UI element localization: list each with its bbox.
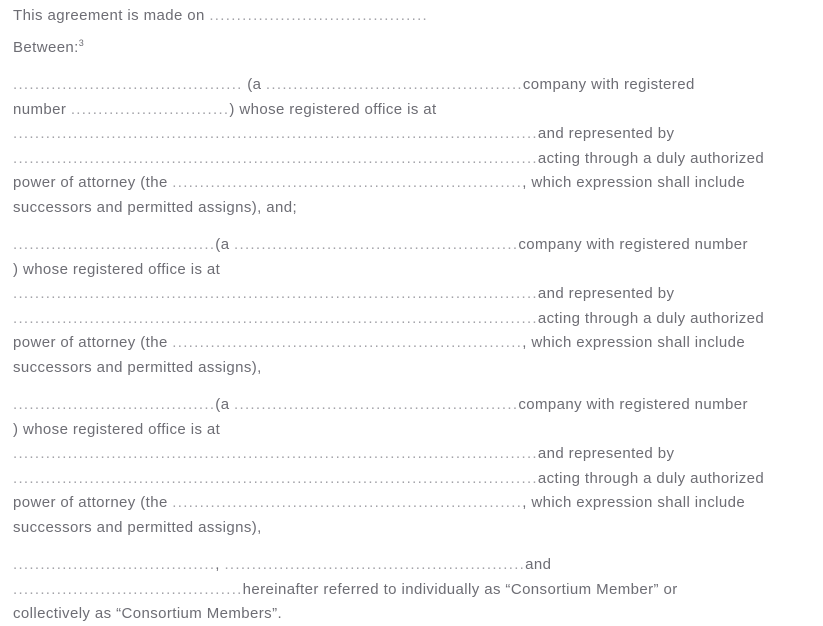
text-line — [13, 36, 807, 61]
text-segment: and represented by — [537, 445, 675, 462]
text-line — [13, 393, 807, 418]
text-segment: ) whose registered office is at — [13, 420, 221, 438]
text-segment: and represented by — [537, 125, 675, 142]
dotted-blank: .................................................... — [234, 396, 519, 413]
dotted-blank: ................................................................ — [172, 174, 523, 191]
text-line — [13, 122, 807, 147]
text-segment: and represented by — [537, 285, 675, 302]
text-line — [13, 491, 807, 516]
text-line — [13, 516, 807, 541]
dotted-blank: ................................................................ — [172, 494, 523, 511]
text-line — [13, 73, 807, 98]
text-segment: successors and permitted assigns), and; — [13, 198, 298, 216]
dotted-blank: .......................................... — [13, 580, 243, 598]
dotted-blank: .......................................... — [13, 76, 243, 93]
dotted-blank: ................................................................................................ — [13, 445, 538, 462]
text-segment: power of attorney (the — [13, 494, 173, 511]
dotted-blank: ....................................................... — [224, 556, 526, 573]
text-line — [13, 331, 807, 356]
text-line — [13, 147, 807, 172]
text-line — [13, 307, 807, 332]
text-segment: hereinafter referred to individually as “Consortium Member” or — [242, 580, 678, 598]
dotted-blank: ............................................... — [265, 76, 523, 93]
text-segment: and — [525, 556, 552, 573]
text-segment: , which expression shall include — [522, 174, 746, 191]
between-heading — [13, 36, 807, 61]
party-1 — [13, 73, 807, 220]
text-segment: This agreement is made on — [13, 7, 210, 24]
consortium-clause — [13, 553, 807, 626]
party-3 — [13, 393, 807, 540]
text-segment: , which expression shall include — [522, 494, 746, 511]
text-segment: Between: — [13, 38, 79, 56]
dotted-blank: ................................................................................................ — [13, 469, 538, 487]
text-segment: company with registered number — [518, 236, 748, 253]
text-line — [13, 233, 807, 258]
dotted-blank: ................................................................................................ — [13, 309, 538, 327]
text-line — [13, 418, 807, 443]
text-segment: acting through a duly authorized — [537, 469, 765, 487]
text-segment: successors and permitted assigns), — [13, 358, 262, 376]
text-segment: , which expression shall include — [522, 334, 746, 351]
text-segment: ) whose registered office is at — [229, 100, 437, 118]
footnote-ref: 3 — [78, 37, 85, 48]
dotted-blank: .................................................... — [234, 236, 519, 253]
dotted-blank: ................................................................................................ — [13, 125, 538, 142]
dotted-blank: ............................. — [70, 100, 230, 118]
text-line — [13, 602, 807, 626]
text-segment: acting through a duly authorized — [537, 309, 765, 327]
text-line — [13, 467, 807, 492]
text-segment: company with registered number — [518, 396, 748, 413]
text-segment: (a — [215, 396, 235, 413]
text-line — [13, 196, 807, 221]
text-segment: ) whose registered office is at — [13, 260, 221, 278]
text-line — [13, 282, 807, 307]
text-line — [13, 258, 807, 283]
text-line — [13, 98, 807, 123]
text-line — [13, 442, 807, 467]
dotted-blank: ..................................... — [13, 396, 216, 413]
party-2 — [13, 233, 807, 380]
dotted-blank: ................................................................................................ — [13, 285, 538, 302]
dotted-blank: ..................................... — [13, 556, 216, 573]
text-segment: acting through a duly authorized — [537, 149, 765, 167]
text-line — [13, 578, 807, 603]
dotted-blank: ........................................ — [209, 7, 429, 24]
text-segment: number — [13, 100, 71, 118]
text-segment: power of attorney (the — [13, 334, 173, 351]
text-segment: , — [215, 556, 225, 573]
text-line — [13, 171, 807, 196]
text-segment: power of attorney (the — [13, 174, 173, 191]
text-segment: company with registered — [522, 76, 695, 93]
text-segment: collectively as “Consortium Members”. — [13, 605, 283, 622]
dotted-blank: ..................................... — [13, 236, 216, 253]
dotted-blank: ................................................................ — [172, 334, 523, 351]
agreement-date-line — [13, 4, 807, 29]
dotted-blank: ................................................................................................ — [13, 149, 538, 167]
text-line — [13, 356, 807, 381]
text-segment: successors and permitted assigns), — [13, 518, 262, 536]
text-line — [13, 553, 807, 578]
text-segment: (a — [215, 236, 235, 253]
text-line — [13, 4, 807, 29]
text-segment: (a — [242, 76, 266, 93]
